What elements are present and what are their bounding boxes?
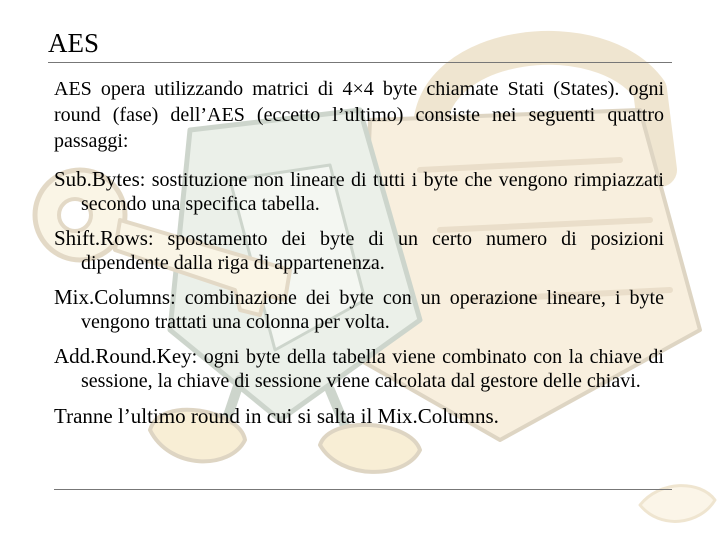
step-description: : sostituzione non lineare di tutti i byte che vengono rimpiazzati secondo una specifica tabella.: [81, 169, 664, 215]
step-addroundkey: [54, 344, 664, 393]
slide-title: AES: [48, 28, 100, 58]
step-description: : ogni byte della tabella viene combinato con la chiave di sessione, la chiave di sessione viene calcolata dal gestore delle chiavi.: [81, 346, 664, 392]
closing-paragraph: Tranne l’ultimo round in cui si salta il Mix.Columns.: [54, 404, 499, 428]
step-subbytes: [54, 167, 664, 216]
step-mixcolumns: [54, 285, 664, 334]
step-shiftrows: [54, 226, 664, 275]
step-term: Sub.Bytes: [54, 167, 140, 191]
slide-body: [54, 76, 664, 429]
title-divider: [48, 62, 672, 63]
step-description: : combinazione dei byte con un operazione lineare, i byte vengono trattati una colonna per volta.: [81, 287, 664, 333]
step-term: Shift.Rows: [54, 226, 148, 250]
intro-paragraph: AES opera utilizzando matrici di 4×4 byte chiamate Stati (States). ogni round (fase) dell’AES (eccetto l’ultimo) consiste nei seguenti quattro passaggi:: [54, 78, 664, 152]
footer-divider: [54, 489, 672, 490]
step-description: : spostamento dei byte di un certo numero di posizioni dipendente dalla riga di appartenenza.: [81, 228, 664, 274]
step-term: Add.Round.Key: [54, 344, 192, 368]
step-term: Mix.Columns: [54, 285, 171, 309]
